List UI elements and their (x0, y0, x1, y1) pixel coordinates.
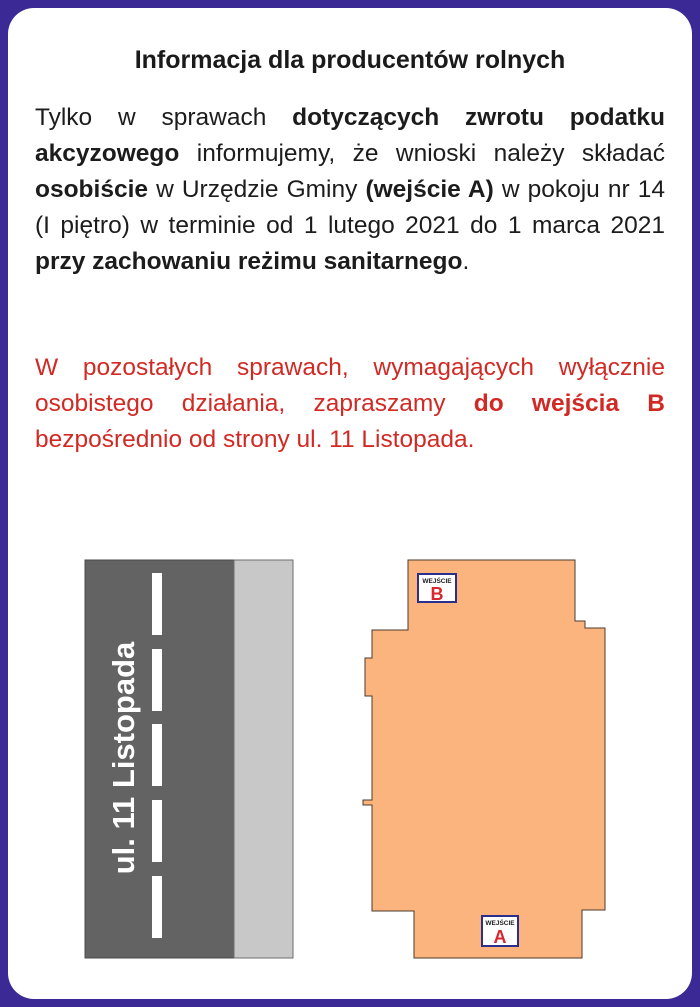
entrance-b-caption: WEJŚCIE (422, 578, 452, 585)
building-outline (363, 560, 605, 958)
sidewalk (234, 560, 293, 958)
bold-span: przy zachowaniu reżimu sanitarnego (35, 248, 463, 275)
text-span: Tylko w sprawach (35, 104, 293, 131)
entrance-a-letter: A (493, 927, 507, 947)
text-span: informujemy, że wnioski należy składać (179, 140, 665, 167)
entrance-a-caption: WEJŚCIE (485, 920, 515, 927)
text-span: w pokoju nr 14 (I piętro) w terminie od 1 lutego 2021 do 1 marca 2021 (35, 176, 665, 239)
bold-span: (wejście A) (365, 176, 494, 203)
entrance-b-sign (418, 574, 456, 604)
lane-markings (152, 573, 162, 938)
notice-title: Informacja dla producentów rolnych (134, 46, 566, 74)
entrance-a-sign (482, 916, 518, 947)
bold-span: do wejścia B (473, 390, 665, 417)
text-span: W pozostałych sprawach, wymagających wyłącznie osobistego działania, zapraszamy (35, 354, 665, 417)
bold-span: osobiście (35, 176, 149, 203)
notice-board (8, 8, 692, 999)
text-span: bezpośrednio od strony ul. 11 Listopada. (35, 426, 475, 453)
entrance-b-letter: B (430, 584, 444, 604)
text-span: w Urzędzie Gminy (148, 176, 366, 203)
location-map (8, 8, 692, 999)
text-span: . (462, 248, 470, 275)
bold-span: dotyczących zwrotu podatku akcyzowego (35, 104, 665, 167)
street-label: ul. 11 Listopada (106, 641, 142, 875)
